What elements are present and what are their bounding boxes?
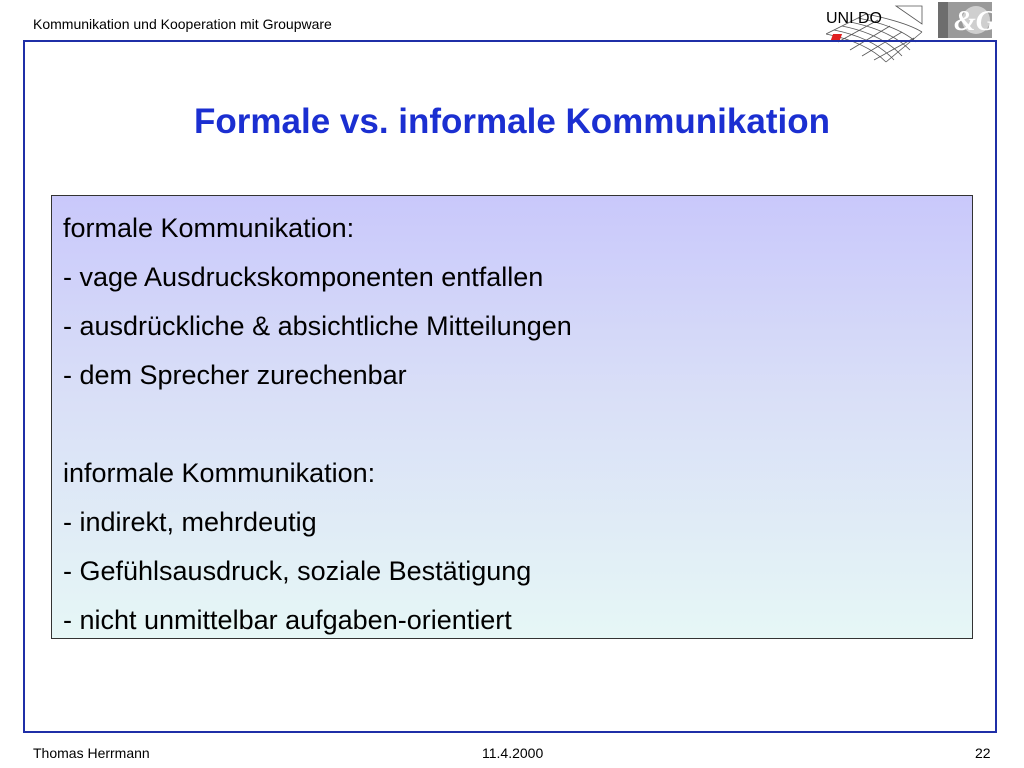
content-line: - vage Ausdruckskomponenten entfallen bbox=[63, 262, 544, 292]
ig-logo-icon bbox=[938, 2, 992, 38]
content-line: - ausdrückliche & absichtliche Mitteilungen bbox=[63, 311, 572, 341]
content-line: formale Kommunikation: bbox=[63, 213, 355, 243]
content-line: - Gefühlsausdruck, soziale Bestätigung bbox=[63, 556, 532, 586]
course-title: Kommunikation und Kooperation mit Groupware bbox=[33, 16, 332, 32]
footer-author: Thomas Herrmann bbox=[33, 745, 150, 761]
footer-date: 11.4.2000 bbox=[482, 745, 544, 761]
content-line: - nicht unmittelbar aufgaben-orientiert bbox=[63, 605, 512, 635]
ig-logo-text: &G bbox=[954, 6, 992, 37]
content-line: - indirekt, mehrdeutig bbox=[63, 507, 317, 537]
content-line: - dem Sprecher zurechenbar bbox=[63, 360, 407, 390]
content-line-blank bbox=[63, 400, 972, 449]
page-number: 22 bbox=[975, 745, 991, 761]
content-line: informale Kommunikation: bbox=[63, 458, 376, 488]
uni-do-logo-text: UNI DO bbox=[826, 10, 882, 27]
slide-title: Formale vs. informale Kommunikation bbox=[194, 102, 830, 141]
ig-logo bbox=[938, 2, 992, 38]
content-box bbox=[51, 195, 973, 639]
